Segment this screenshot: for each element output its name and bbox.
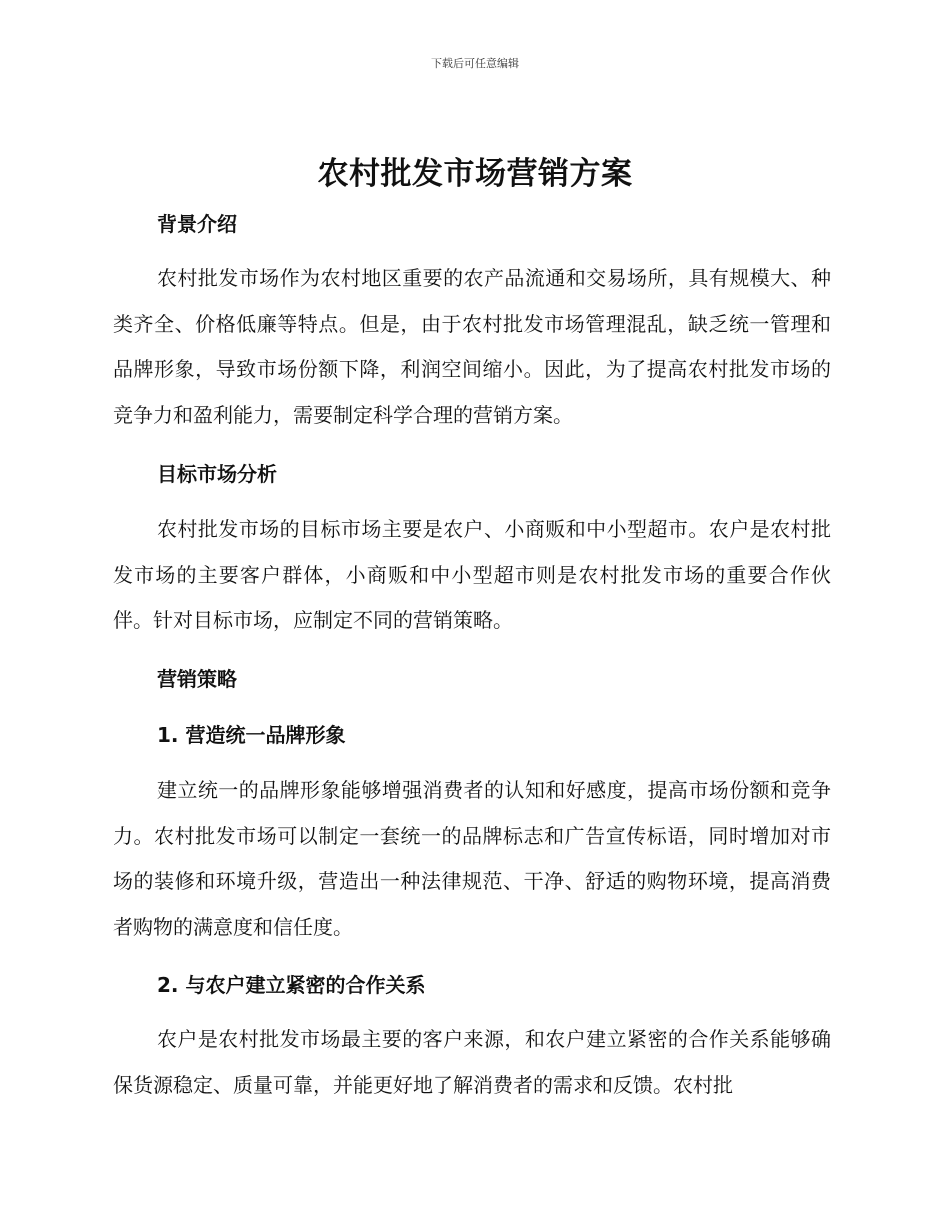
target-market-paragraph: 农村批发市场的目标市场主要是农户、小商贩和中小型超市。农户是农村批发市场的主要客户群体，小商贩和中小型超市则是农村批发市场的重要合作伙伴。针对目标市场，应制定不同的营销策略。 bbox=[113, 517, 831, 632]
strategy-2-paragraph: 农户是农村批发市场最主要的客户来源，和农户建立紧密的合作关系能够确保货源稳定、质量可靠，并能更好地了解消费者的需求和反馈。农村批 bbox=[113, 1027, 831, 1097]
background-paragraph: 农村批发市场作为农村地区重要的农产品流通和交易场所，具有规模大、种类齐全、价格低廉等特点。但是，由于农村批发市场管理混乱，缺乏统一管理和品牌形象，导致市场份额下降，利润空间缩小。因此，为了提高农村批发市场的竞争力和盈利能力，需要制定科学合理的营销方案。 bbox=[113, 266, 831, 427]
strategy-1-heading: 1. 营造统一品牌形象 bbox=[157, 723, 346, 747]
document-title: 农村批发市场营销方案 bbox=[317, 156, 633, 192]
strategy-2-heading: 2. 与农户建立紧密的合作关系 bbox=[157, 973, 426, 997]
target-market-heading: 目标市场分析 bbox=[157, 462, 277, 486]
strategy-1-paragraph: 建立统一的品牌形象能够增强消费者的认知和好感度，提高市场份额和竞争力。农村批发市场可以制定一套统一的品牌标志和广告宣传标语，同时增加对市场的装修和环境升级，营造出一种法律规范、干净、舒适的购物环境，提高消费者购物的满意度和信任度。 bbox=[113, 778, 831, 939]
header-note: 下载后可任意编辑 bbox=[431, 57, 519, 70]
background-heading: 背景介绍 bbox=[157, 212, 237, 236]
strategy-heading: 营销策略 bbox=[157, 667, 237, 691]
